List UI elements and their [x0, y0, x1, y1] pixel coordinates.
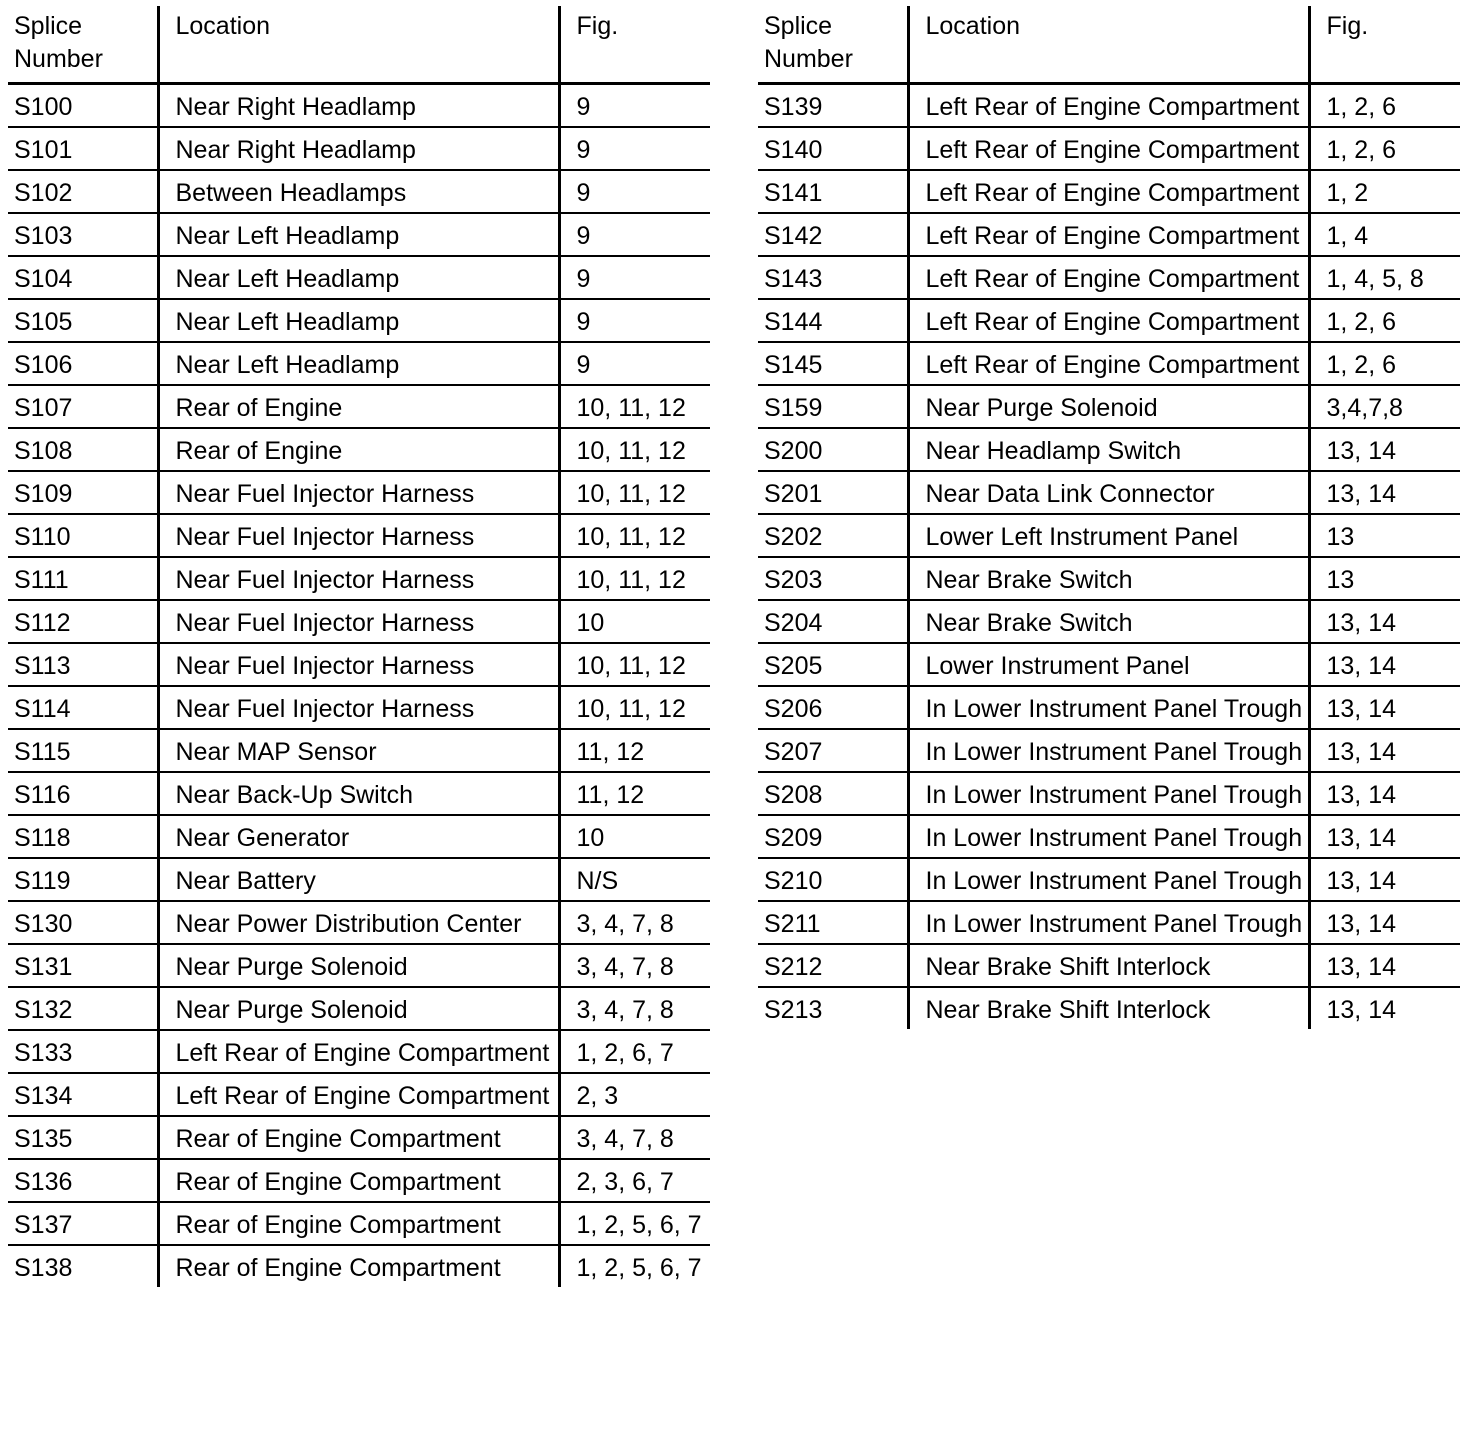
splice-number-cell: S111 [8, 557, 158, 600]
fig-cell: 9 [559, 84, 710, 128]
splice-table-right [758, 6, 1460, 1029]
splice-number-cell: S142 [758, 213, 908, 256]
table-row [758, 944, 1460, 987]
fig-cell: 1, 2, 6, 7 [559, 1030, 710, 1073]
location-cell: Rear of Engine Compartment [158, 1159, 559, 1202]
location-cell: In Lower Instrument Panel Trough [908, 858, 1309, 901]
location-cell: Near Power Distribution Center [158, 901, 559, 944]
splice-number-cell: S141 [758, 170, 908, 213]
splice-number-cell: S144 [758, 299, 908, 342]
fig-cell: 2, 3 [559, 1073, 710, 1116]
location-cell: In Lower Instrument Panel Trough [908, 772, 1309, 815]
table-row [758, 987, 1460, 1029]
splice-number-cell: S204 [758, 600, 908, 643]
location-cell: Near Brake Shift Interlock [908, 987, 1309, 1029]
fig-cell: 13, 14 [1309, 815, 1460, 858]
fig-cell: N/S [559, 858, 710, 901]
table-row [758, 256, 1460, 299]
fig-cell: 1, 2, 6 [1309, 299, 1460, 342]
fig-cell: 1, 2, 6 [1309, 342, 1460, 385]
fig-cell: 2, 3, 6, 7 [559, 1159, 710, 1202]
location-cell: Near Battery [158, 858, 559, 901]
fig-cell: 9 [559, 170, 710, 213]
location-cell: Near Left Headlamp [158, 256, 559, 299]
splice-number-cell: S132 [8, 987, 158, 1030]
splice-number-cell: S105 [8, 299, 158, 342]
table-row [758, 127, 1460, 170]
table-row [8, 772, 710, 815]
splice-number-cell: S112 [8, 600, 158, 643]
table-row [758, 557, 1460, 600]
fig-cell: 3,4,7,8 [1309, 385, 1460, 428]
location-cell: Near Fuel Injector Harness [158, 557, 559, 600]
table-row [758, 299, 1460, 342]
fig-cell: 1, 2, 5, 6, 7 [576, 1254, 702, 1282]
splice-number-cell: S101 [8, 127, 158, 170]
location-cell: Left Rear of Engine Compartment [908, 84, 1309, 128]
fig-cell: 11, 12 [559, 772, 710, 815]
splice-number-cell: S212 [758, 944, 908, 987]
table-row [758, 858, 1460, 901]
table-row [8, 987, 710, 1030]
splice-number-header: Splice Number [8, 6, 158, 84]
splice-number-cell: S145 [758, 342, 908, 385]
location-cell: Near Brake Switch [908, 600, 1309, 643]
fig-cell: 10, 11, 12 [559, 557, 710, 600]
splice-number-cell: S134 [8, 1073, 158, 1116]
fig-cell: 13, 14 [1309, 686, 1460, 729]
splice-number-cell: S102 [8, 170, 158, 213]
table-row [8, 299, 710, 342]
table-row [8, 729, 710, 772]
splice-number-cell: S104 [8, 256, 158, 299]
fig-cell: 9 [559, 299, 710, 342]
splice-number-cell: S208 [758, 772, 908, 815]
splice-number-cell: S211 [758, 901, 908, 944]
splice-number-cell: S119 [8, 858, 158, 901]
splice-number-cell: S138 [8, 1245, 158, 1287]
fig-cell: 13, 14 [1309, 901, 1460, 944]
splice-number-cell: S107 [8, 385, 158, 428]
fig-cell: 1, 4, 5, 8 [1309, 256, 1460, 299]
location-cell: Near Brake Shift Interlock [908, 944, 1309, 987]
location-cell: Near Brake Switch [908, 557, 1309, 600]
splice-number-cell: S159 [758, 385, 908, 428]
fig-cell: 1, 2, 6 [1309, 84, 1460, 128]
table-row [758, 686, 1460, 729]
splice-number-cell: S139 [758, 84, 908, 128]
location-cell: Near Fuel Injector Harness [158, 514, 559, 557]
location-cell: Left Rear of Engine Compartment [908, 127, 1309, 170]
fig-cell: 9 [559, 127, 710, 170]
table-row [8, 342, 710, 385]
location-cell: Rear of Engine [158, 385, 559, 428]
location-cell: In Lower Instrument Panel Trough [908, 901, 1309, 944]
table-row [8, 256, 710, 299]
fig-cell: 10, 11, 12 [559, 686, 710, 729]
table-row [8, 1202, 710, 1245]
fig-cell: 9 [559, 256, 710, 299]
table-row [8, 686, 710, 729]
table-row [8, 471, 710, 514]
location-cell: Left Rear of Engine Compartment [908, 213, 1309, 256]
fig-cell: 13, 14 [1309, 471, 1460, 514]
table-row [8, 815, 710, 858]
table-row [8, 944, 710, 987]
location-cell: Near Fuel Injector Harness [158, 600, 559, 643]
fig-cell: 13, 14 [1309, 643, 1460, 686]
fig-header: Fig. [1309, 6, 1460, 84]
fig-cell: 1, 4 [1309, 213, 1460, 256]
location-cell: Between Headlamps [158, 170, 559, 213]
location-cell: In Lower Instrument Panel Trough [908, 686, 1309, 729]
table-row [8, 170, 710, 213]
table-row [758, 772, 1460, 815]
location-cell: Near Left Headlamp [158, 299, 559, 342]
table-row [8, 1159, 710, 1202]
fig-cell: 10 [559, 600, 710, 643]
location-header: Location [158, 6, 559, 84]
splice-number-cell: S209 [758, 815, 908, 858]
fig-cell: 13, 14 [1309, 600, 1460, 643]
splice-number-cell: S205 [758, 643, 908, 686]
fig-cell: 13, 14 [1326, 996, 1397, 1024]
splice-number-cell: S140 [758, 127, 908, 170]
splice-number-cell: S135 [8, 1116, 158, 1159]
fig-cell: 10, 11, 12 [559, 385, 710, 428]
fig-cell: 3, 4, 7, 8 [559, 901, 710, 944]
fig-cell: 13, 14 [1309, 772, 1460, 815]
table-row [8, 428, 710, 471]
location-cell: In Lower Instrument Panel Trough [908, 815, 1309, 858]
fig-cell: 13, 14 [1309, 858, 1460, 901]
table-row [8, 643, 710, 686]
splice-table-right-body [758, 84, 1460, 1030]
fig-cell: 3, 4, 7, 8 [559, 1116, 710, 1159]
fig-cell: 1, 2, 5, 6, 7 [559, 1202, 710, 1245]
fig-cell: 13 [1309, 557, 1460, 600]
header-row [8, 6, 710, 84]
splice-number-cell: S136 [8, 1159, 158, 1202]
splice-number-cell: S201 [758, 471, 908, 514]
table-row [758, 729, 1460, 772]
table-row [758, 428, 1460, 471]
splice-number-cell: S131 [8, 944, 158, 987]
location-cell: Near Fuel Injector Harness [158, 471, 559, 514]
fig-cell: 10, 11, 12 [559, 643, 710, 686]
fig-cell: 1, 2, 6 [1309, 127, 1460, 170]
table-row [758, 815, 1460, 858]
fig-cell: 9 [559, 213, 710, 256]
fig-cell: 1, 2 [1309, 170, 1460, 213]
location-cell: Near Purge Solenoid [908, 385, 1309, 428]
table-row [758, 385, 1460, 428]
fig-header: Fig. [559, 6, 710, 84]
location-cell: Near Back-Up Switch [158, 772, 559, 815]
fig-cell: 13, 14 [1309, 729, 1460, 772]
table-row [758, 84, 1460, 128]
table-row [758, 600, 1460, 643]
fig-cell: 13, 14 [1309, 428, 1460, 471]
table-row [8, 557, 710, 600]
location-cell: Near Fuel Injector Harness [158, 686, 559, 729]
location-cell: Left Rear of Engine Compartment [158, 1073, 559, 1116]
location-cell: Left Rear of Engine Compartment [908, 342, 1309, 385]
location-cell: Left Rear of Engine Compartment [908, 299, 1309, 342]
location-cell: Near Generator [158, 815, 559, 858]
table-row [758, 342, 1460, 385]
splice-number-cell: S114 [8, 686, 158, 729]
location-header: Location [908, 6, 1309, 84]
splice-number-cell: S200 [758, 428, 908, 471]
header-row [758, 6, 1460, 84]
table-row [8, 1030, 710, 1073]
table-row [8, 901, 710, 944]
splice-number-cell: S210 [758, 858, 908, 901]
table-row [8, 1116, 710, 1159]
splice-number-cell: S115 [8, 729, 158, 772]
splice-number-cell: S106 [8, 342, 158, 385]
table-row [8, 1245, 710, 1287]
table-row [8, 858, 710, 901]
table-row [8, 514, 710, 557]
table-row [758, 901, 1460, 944]
splice-number-cell: S130 [8, 901, 158, 944]
location-cell: Left Rear of Engine Compartment [908, 170, 1309, 213]
location-cell: Near Data Link Connector [908, 471, 1309, 514]
table-row [8, 84, 710, 128]
splice-number-cell: S133 [8, 1030, 158, 1073]
splice-number-cell: S206 [758, 686, 908, 729]
fig-cell: 13, 14 [1309, 944, 1460, 987]
splice-number-cell: S207 [758, 729, 908, 772]
fig-cell: 9 [559, 342, 710, 385]
splice-table-left [8, 6, 710, 1287]
location-cell: Rear of Engine Compartment [158, 1202, 559, 1245]
fig-cell: 13 [1309, 514, 1460, 557]
fig-cell: 3, 4, 7, 8 [559, 987, 710, 1030]
location-cell: Near Right Headlamp [158, 127, 559, 170]
table-row [758, 514, 1460, 557]
location-cell: Left Rear of Engine Compartment [908, 256, 1309, 299]
table-row [758, 643, 1460, 686]
splice-number-cell: S213 [758, 987, 908, 1029]
table-row [8, 385, 710, 428]
splice-number-cell: S110 [8, 514, 158, 557]
splice-number-cell: S100 [8, 84, 158, 128]
table-row [8, 600, 710, 643]
table-row [758, 170, 1460, 213]
splice-number-cell: S202 [758, 514, 908, 557]
splice-number-header: Splice Number [758, 6, 908, 84]
splice-number-cell: S118 [8, 815, 158, 858]
location-cell: In Lower Instrument Panel Trough [908, 729, 1309, 772]
splice-number-cell: S116 [8, 772, 158, 815]
table-row [758, 213, 1460, 256]
splice-number-cell: S143 [758, 256, 908, 299]
location-cell: Near Headlamp Switch [908, 428, 1309, 471]
table-row [8, 213, 710, 256]
fig-cell: 10, 11, 12 [559, 514, 710, 557]
splice-number-cell: S108 [8, 428, 158, 471]
splice-number-cell: S113 [8, 643, 158, 686]
splice-table-left-body [8, 84, 710, 1288]
location-cell: Lower Instrument Panel [908, 643, 1309, 686]
location-cell: Rear of Engine Compartment [158, 1116, 559, 1159]
location-cell: Rear of Engine Compartment [158, 1245, 559, 1287]
table-row [758, 471, 1460, 514]
fig-cell: 11, 12 [559, 729, 710, 772]
fig-cell: 10, 11, 12 [559, 428, 710, 471]
fig-cell: 10, 11, 12 [559, 471, 710, 514]
fig-cell: 3, 4, 7, 8 [559, 944, 710, 987]
splice-number-cell: S203 [758, 557, 908, 600]
fig-cell: 10 [559, 815, 710, 858]
table-row [8, 127, 710, 170]
location-cell: Near Left Headlamp [158, 342, 559, 385]
table-row [8, 1073, 710, 1116]
location-cell: Near Right Headlamp [158, 84, 559, 128]
splice-number-cell: S103 [8, 213, 158, 256]
location-cell: Near Left Headlamp [158, 213, 559, 256]
location-cell: Near MAP Sensor [158, 729, 559, 772]
location-cell: Lower Left Instrument Panel [908, 514, 1309, 557]
location-cell: Rear of Engine [158, 428, 559, 471]
location-cell: Near Purge Solenoid [158, 987, 559, 1030]
splice-number-cell: S137 [8, 1202, 158, 1245]
location-cell: Left Rear of Engine Compartment [158, 1030, 559, 1073]
location-cell: Near Fuel Injector Harness [158, 643, 559, 686]
splice-number-cell: S109 [8, 471, 158, 514]
location-cell: Near Purge Solenoid [158, 944, 559, 987]
